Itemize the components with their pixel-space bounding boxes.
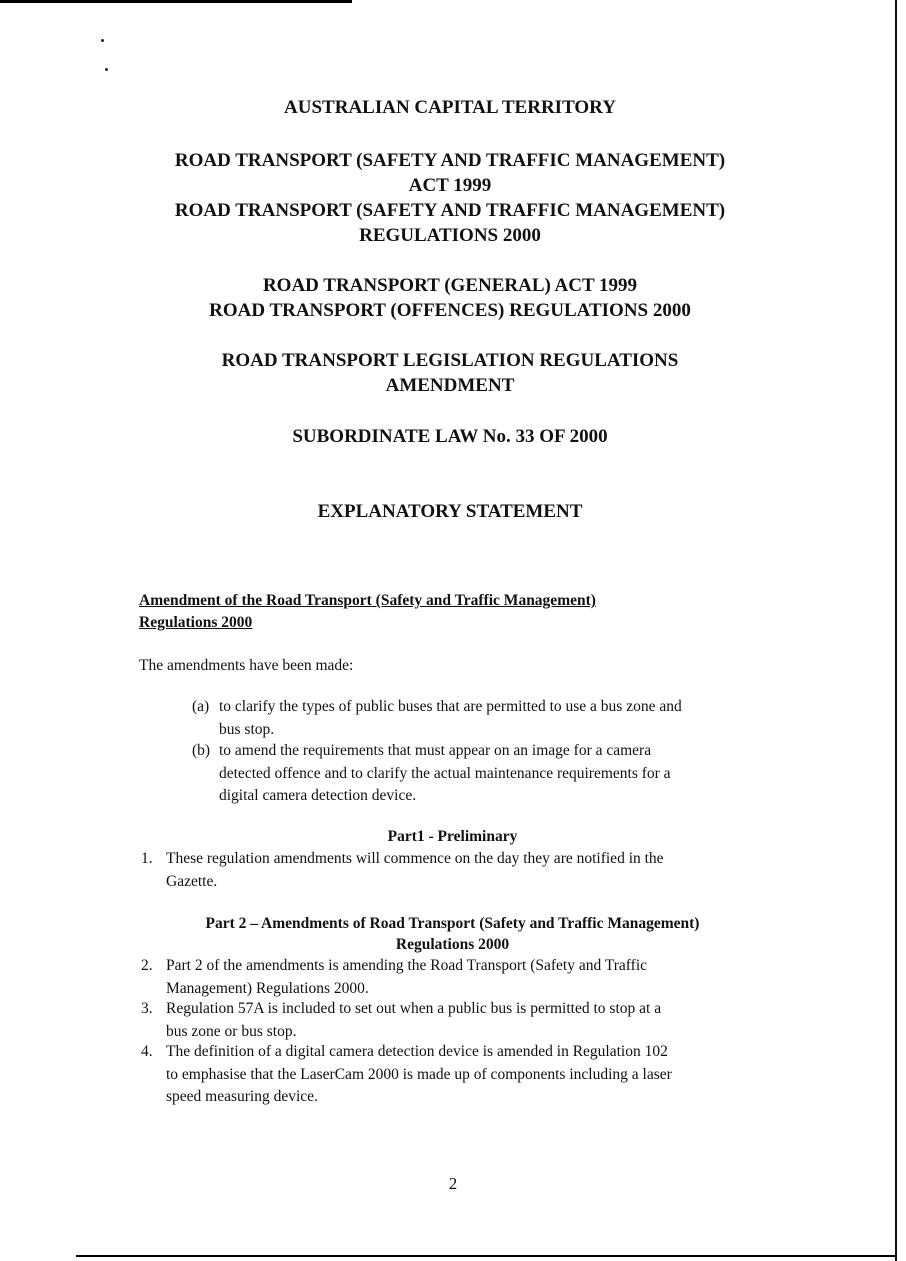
numbered-item [141, 1041, 781, 1109]
list-item [192, 740, 792, 808]
item-line: The definition of a digital camera detection device is amended in Regulation 102 [166, 1043, 668, 1060]
item-number: 2. [141, 957, 153, 974]
numbered-item [141, 848, 781, 894]
subordinate-law-title: SUBORDINATE LAW No. 33 OF 2000 [292, 426, 608, 447]
item-line: These regulation amendments will commence on the day they are notified in the [166, 850, 664, 867]
item-number: 1. [141, 850, 153, 867]
act1-title-line1: ROAD TRANSPORT (SAFETY AND TRAFFIC MANAGEMENT) [174, 150, 726, 171]
section-heading-line2: Regulations 2000 [139, 614, 253, 631]
reg1-title-line2: REGULATIONS 2000 [359, 225, 541, 246]
item-line: Gazette. [166, 872, 218, 890]
page-number: 2 [448, 1174, 458, 1193]
part1-heading: Part1 - Preliminary [387, 828, 518, 845]
list-item-line: digital camera detection device. [219, 787, 417, 804]
list-item-label: (b) [192, 742, 211, 759]
list-item-label: (a) [192, 698, 210, 715]
explanatory-statement-title: EXPLANATORY STATEMENT [317, 501, 583, 522]
scan-top-edge [0, 0, 352, 3]
act1-title-line2: ACT 1999 [408, 175, 492, 196]
item-line: speed measuring device. [166, 1088, 318, 1105]
act2-title: ROAD TRANSPORT (GENERAL) ACT 1999 [262, 275, 638, 296]
item-number: 4. [141, 1043, 153, 1060]
item-line: bus zone or bus stop. [166, 1022, 297, 1040]
list-item-line: bus stop. [219, 720, 275, 738]
reg1-title-line1: ROAD TRANSPORT (SAFETY AND TRAFFIC MANAGEMENT) [174, 200, 726, 221]
list-item [192, 696, 792, 742]
part2-heading-line1: Part 2 – Amendments of Road Transport (Safety and Traffic Management) [205, 915, 700, 932]
item-line: Management) Regulations 2000. [166, 979, 369, 997]
scan-speck [101, 39, 104, 42]
scan-speck [105, 68, 108, 71]
scan-bottom-edge [76, 1255, 906, 1257]
item-text [166, 998, 661, 1043]
item-line: to emphasise that the LaserCam 2000 is made up of components including a laser [166, 1065, 672, 1083]
list-item-line: to clarify the types of public buses that are permitted to use a bus zone and [219, 698, 682, 715]
item-number: 3. [141, 1000, 153, 1017]
section-heading-line1: Amendment of the Road Transport (Safety and Traffic Management) [139, 592, 596, 609]
amendment-title-line2: AMENDMENT [385, 375, 515, 396]
item-text [166, 955, 647, 1000]
list-item-line: detected offence and to clarify the actual maintenance requirements for a [219, 764, 671, 782]
reg2-title: ROAD TRANSPORT (OFFENCES) REGULATIONS 2000 [209, 300, 691, 321]
numbered-item [141, 955, 781, 1001]
list-item-line: to amend the requirements that must appear on an image for a camera [219, 742, 652, 759]
jurisdiction-title: AUSTRALIAN CAPITAL TERRITORY [284, 97, 616, 118]
item-text [166, 848, 664, 893]
section-intro: The amendments have been made: [139, 657, 354, 674]
numbered-item [141, 998, 781, 1044]
list-item-text [219, 740, 671, 808]
item-line: Part 2 of the amendments is amending the Road Transport (Safety and Traffic [166, 957, 648, 974]
item-text [166, 1041, 672, 1109]
list-item-text [219, 696, 682, 741]
item-line: Regulation 57A is included to set out when a public bus is permitted to stop at a [166, 1000, 662, 1017]
amendment-title-line1: ROAD TRANSPORT LEGISLATION REGULATIONS [221, 350, 679, 371]
part2-heading-line2: Regulations 2000 [395, 936, 510, 953]
